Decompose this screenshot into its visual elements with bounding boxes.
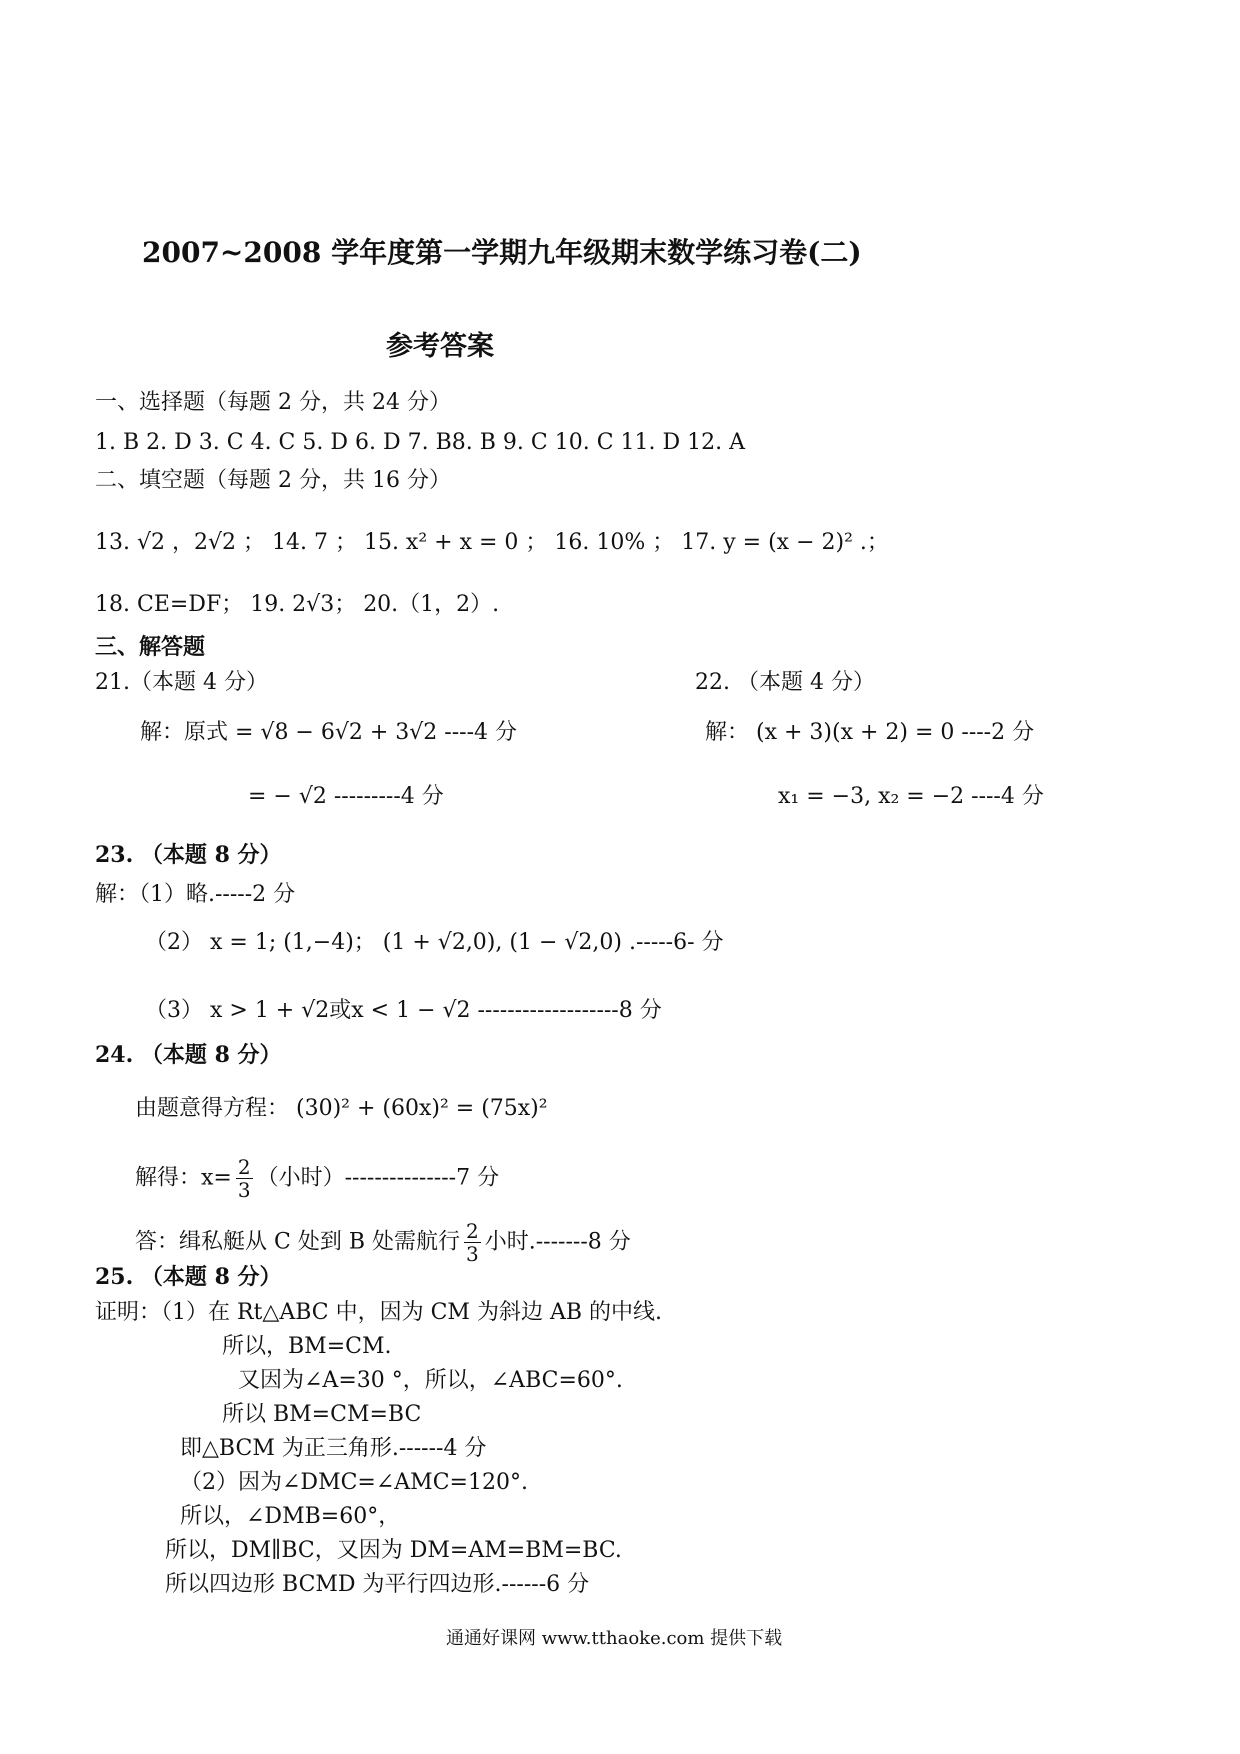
q25-line-8: 所以，DM∥BC，又因为 DM=AM=BM=BC. bbox=[165, 1538, 622, 1563]
q25-line-2: 所以，BM=CM. bbox=[222, 1334, 392, 1359]
page-title: 2007~2008 学年度第一学期九年级期末数学练习卷(二) bbox=[142, 236, 862, 269]
q24-fraction bbox=[236, 1156, 253, 1201]
q23-step1: 解：（1）略.-----2 分 bbox=[95, 882, 296, 907]
q24-step1: 由题意得方程： (30)² + (60x)² = (75x)² bbox=[135, 1096, 548, 1121]
q24-step3-fraction-numerator: 2 bbox=[465, 1219, 479, 1243]
q21-step2: = − √2 ---------4 分 bbox=[248, 784, 444, 809]
q24-step3-fraction bbox=[464, 1220, 481, 1265]
q24-step3-fraction-denominator: 3 bbox=[465, 1242, 479, 1266]
q24-step2 bbox=[135, 1156, 499, 1201]
page-subtitle: 参考答案 bbox=[386, 331, 494, 362]
q25-line-7: 所以，∠DMB=60°， bbox=[180, 1504, 401, 1529]
q25-line-4: 所以 BM=CM=BC bbox=[222, 1402, 422, 1427]
section1-answers: 1. B 2. D 3. C 4. C 5. D 6. D 7. B8. B 9. C 10. C 11. D 12. A bbox=[95, 430, 745, 455]
q23-label: 23. （本题 8 分） bbox=[95, 842, 282, 868]
footer-credit: 通通好课网 www.tthaoke.com 提供下载 bbox=[446, 1628, 783, 1649]
q23-step3: （3） x > 1 + √2或x < 1 − √2 -------------------8 分 bbox=[145, 998, 662, 1023]
q22-step2: x₁ = −3, x₂ = −2 ----4 分 bbox=[778, 784, 1044, 809]
q24-label: 24. （本题 8 分） bbox=[95, 1042, 282, 1068]
section2-line2: 18. CE=DF； 19. 2√3； 20.（1，2）. bbox=[95, 592, 500, 617]
q21-step1: 解：原式 = √8 − 6√2 + 3√2 ----4 分 bbox=[140, 720, 518, 745]
q24-step2-prefix: 解得：x= bbox=[135, 1165, 232, 1191]
q24-fraction-numerator: 2 bbox=[237, 1155, 251, 1179]
q24-step3-suffix: 小时.-------8 分 bbox=[484, 1229, 631, 1255]
section3-heading: 三、解答题 bbox=[95, 634, 206, 660]
q25-label: 25. （本题 8 分） bbox=[95, 1264, 282, 1290]
q25-line-9: 所以四边形 BCMD 为平行四边形.------6 分 bbox=[165, 1572, 590, 1597]
q24-step2-suffix: （小时）---------------7 分 bbox=[256, 1165, 500, 1191]
q24-fraction-denominator: 3 bbox=[237, 1178, 251, 1202]
q23-step2: （2） x = 1; (1,−4)； (1 + √2,0), (1 − √2,0) .-----6- 分 bbox=[145, 930, 724, 955]
q22-step1: 解： (x + 3)(x + 2) = 0 ----2 分 bbox=[705, 720, 1035, 745]
q21-label: 21.（本题 4 分） bbox=[95, 670, 268, 695]
q25-line-1: 证明：（1）在 Rt△ABC 中，因为 CM 为斜边 AB 的中线. bbox=[95, 1300, 662, 1325]
q24-step3-prefix: 答：缉私艇从 C 处到 B 处需航行 bbox=[135, 1229, 460, 1255]
section2-line1: 13. √2 ，2√2 ； 14. 7 ； 15. x² + x = 0 ； 16. 10% ； 17. y = (x − 2)² .； bbox=[95, 530, 889, 555]
q25-line-6: （2）因为∠DMC=∠AMC=120°. bbox=[180, 1470, 528, 1495]
q25-line-5: 即△BCM 为正三角形.------4 分 bbox=[180, 1436, 487, 1461]
q25-line-3: 又因为∠A=30 °，所以，∠ABC=60°. bbox=[238, 1368, 623, 1393]
section2-heading: 二、填空题（每题 2 分，共 16 分） bbox=[95, 468, 451, 493]
q22-label: 22. （本题 4 分） bbox=[695, 670, 875, 695]
q24-step3 bbox=[135, 1220, 631, 1265]
section1-heading: 一、选择题（每题 2 分，共 24 分） bbox=[95, 390, 451, 415]
